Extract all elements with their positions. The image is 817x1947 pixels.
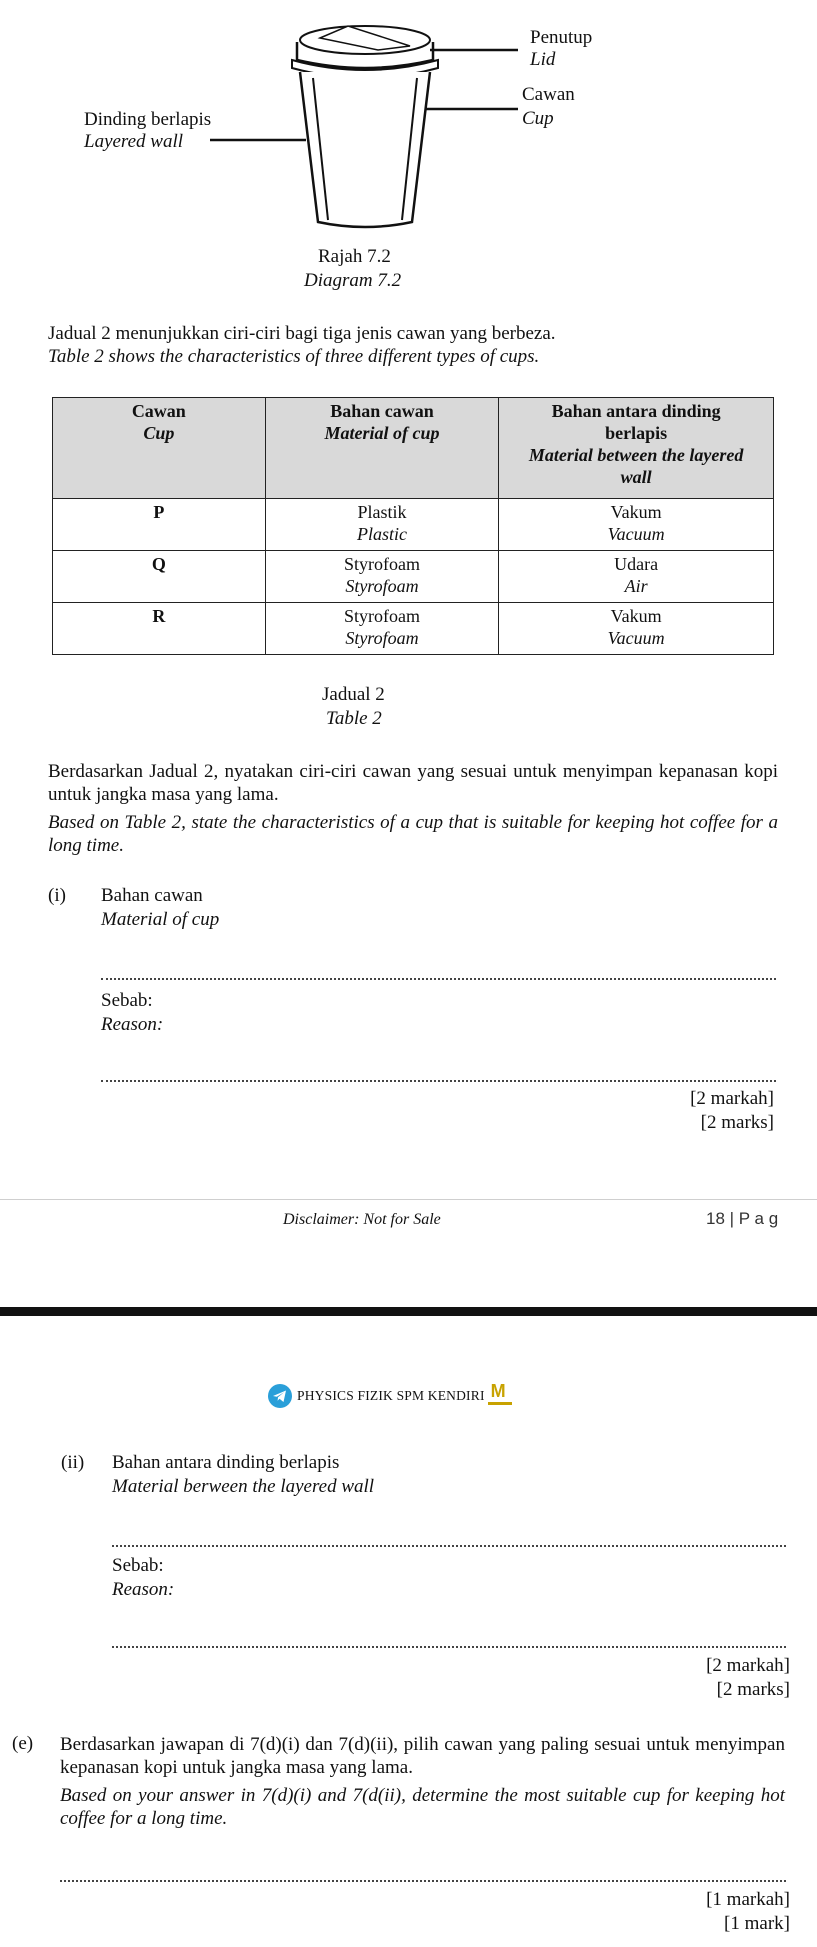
cell-between-ms: Vakum [610,606,662,626]
telegram-icon [268,1384,292,1408]
cell-cup: Q [53,551,266,603]
header-cup-ms: Cawan [131,401,186,421]
marks-ms: [1 markah] [706,1889,790,1910]
question-e-ms: Berdasarkan jawapan di 7(d)(i) dan 7(d)(ii), pilih cawan yang paling sesuai untuk menyimpan kepanasan kopi untuk jangka masa yang lama. [60,1734,785,1778]
cell-cup: P [53,499,266,551]
question-e-marks-ms [706,1889,790,1911]
cell-between [499,499,774,551]
header-title: PHYSICS FIZIK SPM KENDIRI [297,1388,485,1403]
question-d-ms: Berdasarkan Jadual 2, nyatakan ciri-ciri cawan yang sesuai untuk menyimpan kepanasan kopi untuk jangka masa yang lama. [48,761,778,805]
table-caption-en: Table 2 [326,708,382,729]
part-i-reason-en: Reason: [101,1014,164,1035]
part-ii-reason-en: Reason: [112,1579,175,1600]
cell-between [499,603,774,655]
cell-material [265,603,499,655]
part-ii-marks-en [717,1679,790,1701]
part-i-number: (i) [48,885,66,906]
answer-line[interactable] [101,1080,776,1082]
answer-line[interactable] [112,1646,786,1648]
part-ii-number: (ii) [61,1452,85,1473]
marks-en: [1 mark] [724,1913,790,1934]
answer-line[interactable] [101,978,776,980]
header-cell-material [265,398,499,499]
marks-en: [2 marks] [716,1679,790,1700]
cell-cup: R [53,603,266,655]
part-i-reason-ms: Sebab: [101,990,153,1011]
logo-letter: M [490,1381,506,1401]
header-cup-en: Cup [143,423,175,443]
question-e-en: Based on your answer in 7(d)(i) and 7(d(ii), determine the most suitable cup for keeping hot coffee for a long time. [60,1785,785,1829]
part-i-title-en: Material of cup [101,909,220,930]
page-header [268,1381,512,1408]
table-row [53,499,774,551]
page-separator [0,1307,817,1316]
table-header-row [53,398,774,499]
cup-body-shape [300,72,430,227]
footer-page-number: 18 | P a g [706,1209,779,1228]
cell-material-ms: Styrofoam [343,554,420,574]
part-i-marks-ms [690,1088,774,1110]
question-e-number: (e) [12,1733,34,1754]
part-i-marks-en [701,1112,774,1134]
intro-ms: Jadual 2 menunjukkan ciri-ciri bagi tiga jenis cawan yang berbeza. [48,323,556,344]
part-i-title-ms: Bahan cawan [101,885,203,906]
table-caption-ms: Jadual 2 [322,684,385,705]
header-cell-cup [53,398,266,499]
footer-rule [0,1199,817,1200]
cell-between-en: Vacuum [607,524,665,544]
header-material-ms: Bahan cawan [330,401,434,421]
footer-disclaimer: Disclaimer: Not for Sale [283,1211,441,1228]
cell-material-en: Styrofoam [345,576,419,596]
header-material-en: Material of cup [324,423,440,443]
part-ii-title-en: Material berween the layered wall [112,1476,375,1497]
table-row [53,603,774,655]
marks-ms: [2 markah] [706,1655,790,1676]
cell-material [265,499,499,551]
part-ii-reason-ms: Sebab: [112,1555,164,1576]
cell-material-en: Plastic [356,524,407,544]
header-between-en: Material between the layered wall [528,445,744,487]
intro-en: Table 2 shows the characteristics of three different types of cups. [48,346,540,367]
question-d-en: Based on Table 2, state the characteristics of a cup that is suitable for keeping hot coffee for a long time. [48,812,778,856]
marks-ms: [2 markah] [690,1088,774,1109]
marks-en: [2 marks] [700,1112,774,1133]
logo-bar [488,1402,512,1405]
cell-material-en: Styrofoam [345,628,419,648]
lid-label-ms: Penutup [530,27,593,48]
header-between-ms: Bahan antara dinding berlapis [551,401,721,443]
m-logo-icon [488,1381,512,1408]
cell-material [265,551,499,603]
wall-label-en: Layered wall [84,131,184,152]
cell-material-ms: Plastik [357,502,407,522]
cell-between-en: Air [624,576,648,596]
diagram-caption-en: Diagram 7.2 [304,270,402,291]
wall-label-ms: Dinding berlapis [84,109,212,130]
cell-material-ms: Styrofoam [343,606,420,626]
cell-between-ms: Udara [614,554,659,574]
cup-table [52,397,774,655]
part-ii-marks-ms [706,1655,790,1677]
part-ii-title-ms: Bahan antara dinding berlapis [112,1452,340,1473]
header-cell-between [499,398,774,499]
lid-label-en: Lid [530,49,556,70]
question-e-marks-en [724,1913,790,1935]
cup-label-en: Cup [522,108,554,129]
cell-between-en: Vacuum [607,628,665,648]
cell-between-ms: Vakum [610,502,662,522]
cell-between [499,551,774,603]
answer-line[interactable] [60,1880,786,1882]
diagram-caption-ms: Rajah 7.2 [318,246,391,267]
table-row [53,551,774,603]
cup-label-ms: Cawan [522,84,575,105]
answer-line[interactable] [112,1545,786,1547]
